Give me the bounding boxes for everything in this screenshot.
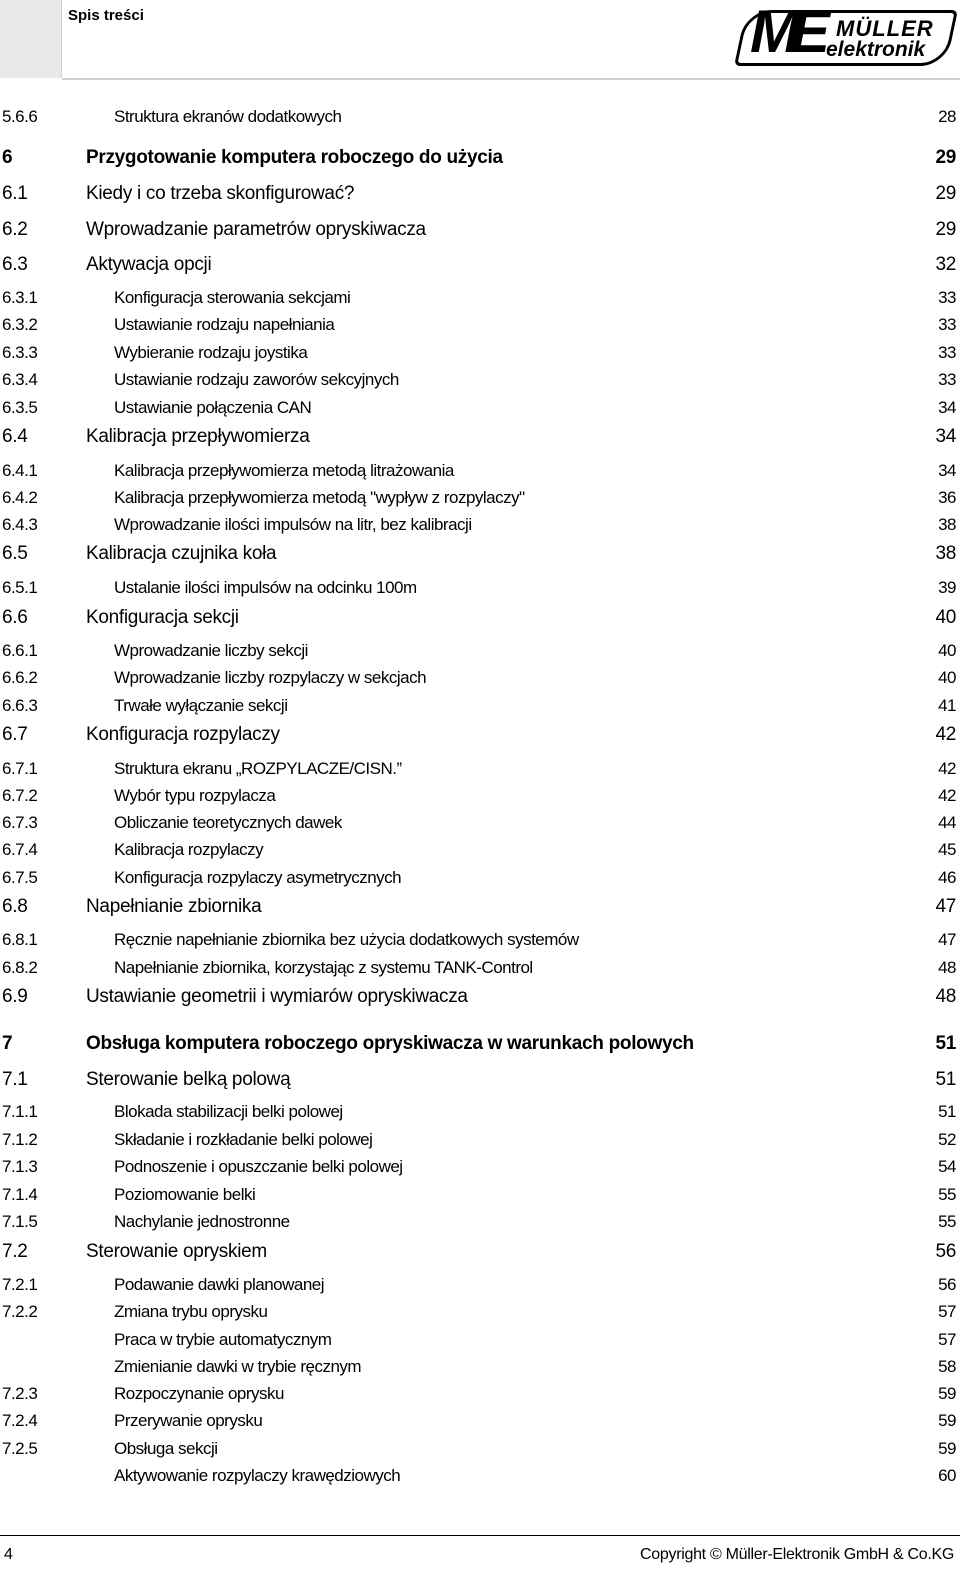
toc-entry[interactable]: [0, 288, 960, 312]
toc-entry-page: 36: [938, 488, 956, 507]
toc-entry-page: 40: [938, 641, 956, 660]
toc-entry-page: 33: [938, 370, 956, 389]
footer-copyright: Copyright © Müller-Elektronik GmbH & Co.KG: [640, 1546, 954, 1563]
toc-entry-title: Ustawianie rodzaju napełniania: [114, 315, 335, 334]
page-title: Spis treści: [68, 7, 144, 24]
toc-entry[interactable]: [0, 724, 960, 748]
toc-entry-page: 52: [938, 1130, 956, 1149]
toc-entry-number: 5.6.6: [2, 107, 38, 126]
toc-entry-title: Ręcznie napełnianie zbiornika bez użycia dodatkowych systemów: [114, 930, 579, 949]
toc-entry-title: Rozpoczynanie oprysku: [114, 1384, 284, 1403]
toc-entry-title: Kalibracja rozpylaczy: [114, 840, 264, 859]
toc-entry-number: 6.7.2: [2, 786, 38, 805]
toc-entry-title: Poziomowanie belki: [114, 1185, 256, 1204]
toc-entry[interactable]: [0, 1102, 960, 1126]
toc-entry-title: Aktywowanie rozpylaczy krawędziowych: [114, 1466, 401, 1485]
toc-entry-number: 6.3.3: [2, 343, 38, 362]
toc-entry-title: Podawanie dawki planowanej: [114, 1275, 325, 1294]
toc-entry-page: 51: [935, 1069, 956, 1090]
toc-entry-title: Przerywanie oprysku: [114, 1411, 263, 1430]
toc-entry[interactable]: [0, 254, 960, 278]
toc-entry[interactable]: [0, 315, 960, 339]
toc-entry-title: Kalibracja przepływomierza: [86, 426, 310, 447]
toc-entry-title: Zmienianie dawki w trybie ręcznym: [114, 1357, 362, 1376]
toc-entry-title: Składanie i rozkładanie belki polowej: [114, 1130, 373, 1149]
toc-entry-title: Wprowadzanie liczby sekcji: [114, 641, 308, 660]
toc-entry-number: 6.2: [2, 219, 28, 240]
toc-entry-number: 6.8.1: [2, 930, 38, 949]
toc-entry-title: Ustawianie rodzaju zaworów sekcyjnych: [114, 370, 399, 389]
toc-entry-page: 46: [938, 868, 956, 887]
toc-entry-number: 6.5: [2, 543, 28, 564]
toc-entry-page: 54: [938, 1157, 956, 1176]
toc-entry-title: Obliczanie teoretycznych dawek: [114, 813, 342, 832]
toc-entry[interactable]: [0, 1411, 960, 1435]
toc-entry-title: Nachylanie jednostronne: [114, 1212, 290, 1231]
toc-entry-title: Struktura ekranów dodatkowych: [114, 107, 342, 126]
toc-entry-title: Trwałe wyłączanie sekcji: [114, 696, 288, 715]
footer-page-number: 4: [4, 1546, 13, 1563]
toc-entry-number: 7.1.3: [2, 1157, 38, 1176]
toc-entry-page: 40: [935, 607, 956, 628]
toc-entry-title: Przygotowanie komputera roboczego do użycia: [86, 147, 503, 168]
toc-entry[interactable]: [0, 1302, 960, 1326]
toc-entry-page: 34: [938, 461, 956, 480]
toc-entry-page: 40: [938, 668, 956, 687]
toc-entry-number: 6.7.5: [2, 868, 38, 887]
toc-entry-page: 47: [935, 896, 956, 917]
toc-entry-number: 6.7.1: [2, 759, 38, 778]
toc-entry[interactable]: [0, 147, 960, 171]
toc-entry-title: Wybieranie rodzaju joystika: [114, 343, 308, 362]
toc-entry-number: 6.8: [2, 896, 28, 917]
toc-entry-title: Ustalanie ilości impulsów na odcinku 100m: [114, 578, 417, 597]
toc-entry-title: Obsługa komputera roboczego opryskiwacza w warunkach polowych: [86, 1033, 694, 1054]
toc-entry-page: 29: [935, 219, 956, 240]
toc-entry-number: 6.4.2: [2, 488, 38, 507]
toc-entry-title: Kiedy i co trzeba skonfigurować?: [86, 183, 355, 204]
toc-entry-number: 6.3.2: [2, 315, 38, 334]
toc-entry[interactable]: [0, 219, 960, 243]
toc-entry[interactable]: [0, 986, 960, 1010]
toc-entry-page: 38: [938, 515, 956, 534]
toc-entry-page: 42: [938, 759, 956, 778]
toc-entry-number: 7.2.3: [2, 1384, 38, 1403]
toc-entry-number: 6.6.3: [2, 696, 38, 715]
toc-entry-number: 7: [2, 1033, 13, 1054]
toc-entry-title: Kalibracja przepływomierza metodą "wypływ z rozpylaczy": [114, 488, 525, 507]
toc-entry-number: 6.4: [2, 426, 28, 447]
toc-entry-number: 6.4.1: [2, 461, 38, 480]
logo-muller: MÜLLER: [836, 16, 934, 41]
toc-entry-number: 6.3.5: [2, 398, 38, 417]
page-header: [0, 0, 960, 80]
toc-entry-number: 6.7.3: [2, 813, 38, 832]
toc-entry-number: 7.1.1: [2, 1102, 38, 1121]
toc-entry-number: 7.2.2: [2, 1302, 38, 1321]
toc-entry-number: 7.2.4: [2, 1411, 38, 1430]
toc-entry-title: Kalibracja czujnika koła: [86, 543, 277, 564]
toc-entry-page: 56: [938, 1275, 956, 1294]
toc-entry[interactable]: [0, 1439, 960, 1463]
toc-entry-title: Kalibracja przepływomierza metodą litrażowania: [114, 461, 454, 480]
toc-entry-page: 55: [938, 1212, 956, 1231]
toc-entry[interactable]: [0, 1357, 960, 1381]
toc-entry-page: 51: [938, 1102, 956, 1121]
toc-entry-page: 59: [938, 1411, 956, 1430]
toc-entry[interactable]: [0, 515, 960, 539]
logo-elektronik: elektronik: [826, 38, 926, 61]
toc-entry[interactable]: [0, 461, 960, 485]
toc-entry-number: 6.8.2: [2, 958, 38, 977]
toc-entry-page: 48: [935, 986, 956, 1007]
toc-entry[interactable]: [0, 930, 960, 954]
toc-entry-page: 58: [938, 1357, 956, 1376]
toc-entry[interactable]: [0, 607, 960, 631]
toc-entry-title: Konfiguracja sterowania sekcjami: [114, 288, 351, 307]
toc-entry[interactable]: [0, 641, 960, 665]
toc-entry[interactable]: [0, 1384, 960, 1408]
toc-entry-page: 34: [935, 426, 956, 447]
toc-entry-page: 45: [938, 840, 956, 859]
toc-entry-title: Sterowanie belką polową: [86, 1069, 291, 1090]
toc-entry-page: 55: [938, 1185, 956, 1204]
toc-entry-page: 59: [938, 1384, 956, 1403]
toc-entry[interactable]: [0, 1033, 960, 1057]
toc-entry[interactable]: [0, 896, 960, 920]
toc-entry[interactable]: [0, 543, 960, 567]
toc-entry[interactable]: [0, 813, 960, 837]
toc-entry-page: 34: [938, 398, 956, 417]
toc-entry-title: Konfiguracja rozpylaczy: [86, 724, 280, 745]
toc-entry-page: 57: [938, 1302, 956, 1321]
toc-entry[interactable]: [0, 426, 960, 450]
toc-entry[interactable]: [0, 370, 960, 394]
toc-entry[interactable]: [0, 759, 960, 783]
toc-entry-title: Ustawianie połączenia CAN: [114, 398, 312, 417]
company-logo: [740, 0, 952, 70]
toc-entry-page: 29: [935, 147, 956, 168]
toc-entry-page: 33: [938, 343, 956, 362]
toc-entry-number: 6.6.2: [2, 668, 38, 687]
toc-entry-page: 39: [938, 578, 956, 597]
toc-entry-page: 42: [938, 786, 956, 805]
toc-entry-number: 7.2: [2, 1241, 28, 1262]
toc-entry-title: Konfiguracja rozpylaczy asymetrycznych: [114, 868, 402, 887]
toc-entry[interactable]: [0, 668, 960, 692]
toc-entry[interactable]: [0, 183, 960, 207]
toc-entry-number: 7.1: [2, 1069, 28, 1090]
toc-entry-number: 6.3: [2, 254, 28, 275]
toc-entry[interactable]: [0, 107, 960, 131]
toc-entry[interactable]: [0, 1330, 960, 1354]
toc-entry-number: 6.3.1: [2, 288, 38, 307]
toc-entry-number: 7.1.4: [2, 1185, 38, 1204]
toc-entry-title: Napełnianie zbiornika, korzystając z systemu TANK-Control: [114, 958, 533, 977]
toc-entry[interactable]: [0, 1157, 960, 1181]
toc-entry-page: 56: [935, 1241, 956, 1262]
toc-entry-title: Ustawianie geometrii i wymiarów opryskiwacza: [86, 986, 468, 1007]
toc-entry-page: 57: [938, 1330, 956, 1349]
logo-me: ME: [750, 0, 820, 65]
toc-entry[interactable]: [0, 1130, 960, 1154]
toc-entry-page: 48: [938, 958, 956, 977]
toc-entry-number: 7.1.5: [2, 1212, 38, 1231]
toc-entry-number: 6.7: [2, 724, 28, 745]
toc-entry-title: Aktywacja opcji: [86, 254, 212, 275]
toc-entry-number: 6.9: [2, 986, 28, 1007]
toc-entry-title: Praca w trybie automatycznym: [114, 1330, 332, 1349]
toc-entry-page: 41: [938, 696, 956, 715]
toc-entry-title: Napełnianie zbiornika: [86, 896, 262, 917]
toc-entry-number: 6.5.1: [2, 578, 38, 597]
toc-entry-title: Obsługa sekcji: [114, 1439, 218, 1458]
toc-entry-page: 51: [935, 1033, 956, 1054]
toc-entry-number: 6: [2, 147, 13, 168]
toc-entry-title: Podnoszenie i opuszczanie belki polowej: [114, 1157, 403, 1176]
toc-entry[interactable]: [0, 1069, 960, 1093]
toc-entry-number: 7.1.2: [2, 1130, 38, 1149]
toc-entry-title: Sterowanie opryskiem: [86, 1241, 267, 1262]
toc-entry-number: 6.4.3: [2, 515, 38, 534]
toc-entry-page: 38: [935, 543, 956, 564]
toc-entry[interactable]: [0, 398, 960, 422]
header-divider: [62, 78, 960, 80]
toc-entry-page: 33: [938, 288, 956, 307]
toc-entry-page: 28: [938, 107, 956, 126]
toc-entry-title: Blokada stabilizacji belki polowej: [114, 1102, 343, 1121]
toc-entry[interactable]: [0, 786, 960, 810]
toc-entry[interactable]: [0, 1466, 960, 1490]
toc-entry[interactable]: [0, 868, 960, 892]
toc-entry-page: 44: [938, 813, 956, 832]
toc-entry-title: Wybór typu rozpylacza: [114, 786, 276, 805]
toc-entry[interactable]: [0, 1275, 960, 1299]
toc-entry-title: Wprowadzanie ilości impulsów na litr, bez kalibracji: [114, 515, 472, 534]
toc-entry-number: 6.3.4: [2, 370, 38, 389]
toc-entry[interactable]: [0, 1185, 960, 1209]
toc-entry-page: 59: [938, 1439, 956, 1458]
toc-entry[interactable]: [0, 578, 960, 602]
toc-entry[interactable]: [0, 840, 960, 864]
toc-entry-page: 32: [935, 254, 956, 275]
toc-entry-number: 6.1: [2, 183, 28, 204]
toc-entry[interactable]: [0, 1212, 960, 1236]
toc-entry[interactable]: [0, 343, 960, 367]
toc-entry-page: 42: [935, 724, 956, 745]
toc-entry-page: 47: [938, 930, 956, 949]
toc-entry-title: Konfiguracja sekcji: [86, 607, 239, 628]
toc-entry-title: Wprowadzanie parametrów opryskiwacza: [86, 219, 426, 240]
toc-entry-title: Zmiana trybu oprysku: [114, 1302, 268, 1321]
toc-entry[interactable]: [0, 1241, 960, 1265]
toc-entry-number: 7.2.5: [2, 1439, 38, 1458]
toc-entry-number: 6.6.1: [2, 641, 38, 660]
toc-entry-page: 33: [938, 315, 956, 334]
toc-entry-title: Wprowadzanie liczby rozpylaczy w sekcjach: [114, 668, 427, 687]
toc-entry[interactable]: [0, 696, 960, 720]
toc-entry-number: 6.6: [2, 607, 28, 628]
header-tab: [0, 0, 62, 78]
toc-entry-title: Struktura ekranu „ROZPYLACZE/CISN.”: [114, 759, 402, 778]
toc-entry[interactable]: [0, 958, 960, 982]
footer-divider: [0, 1535, 960, 1536]
toc-entry-number: 6.7.4: [2, 840, 38, 859]
toc-entry-page: 60: [938, 1466, 956, 1485]
toc-entry-number: 7.2.1: [2, 1275, 38, 1294]
toc-entry[interactable]: [0, 488, 960, 512]
toc-entry-page: 29: [935, 183, 956, 204]
